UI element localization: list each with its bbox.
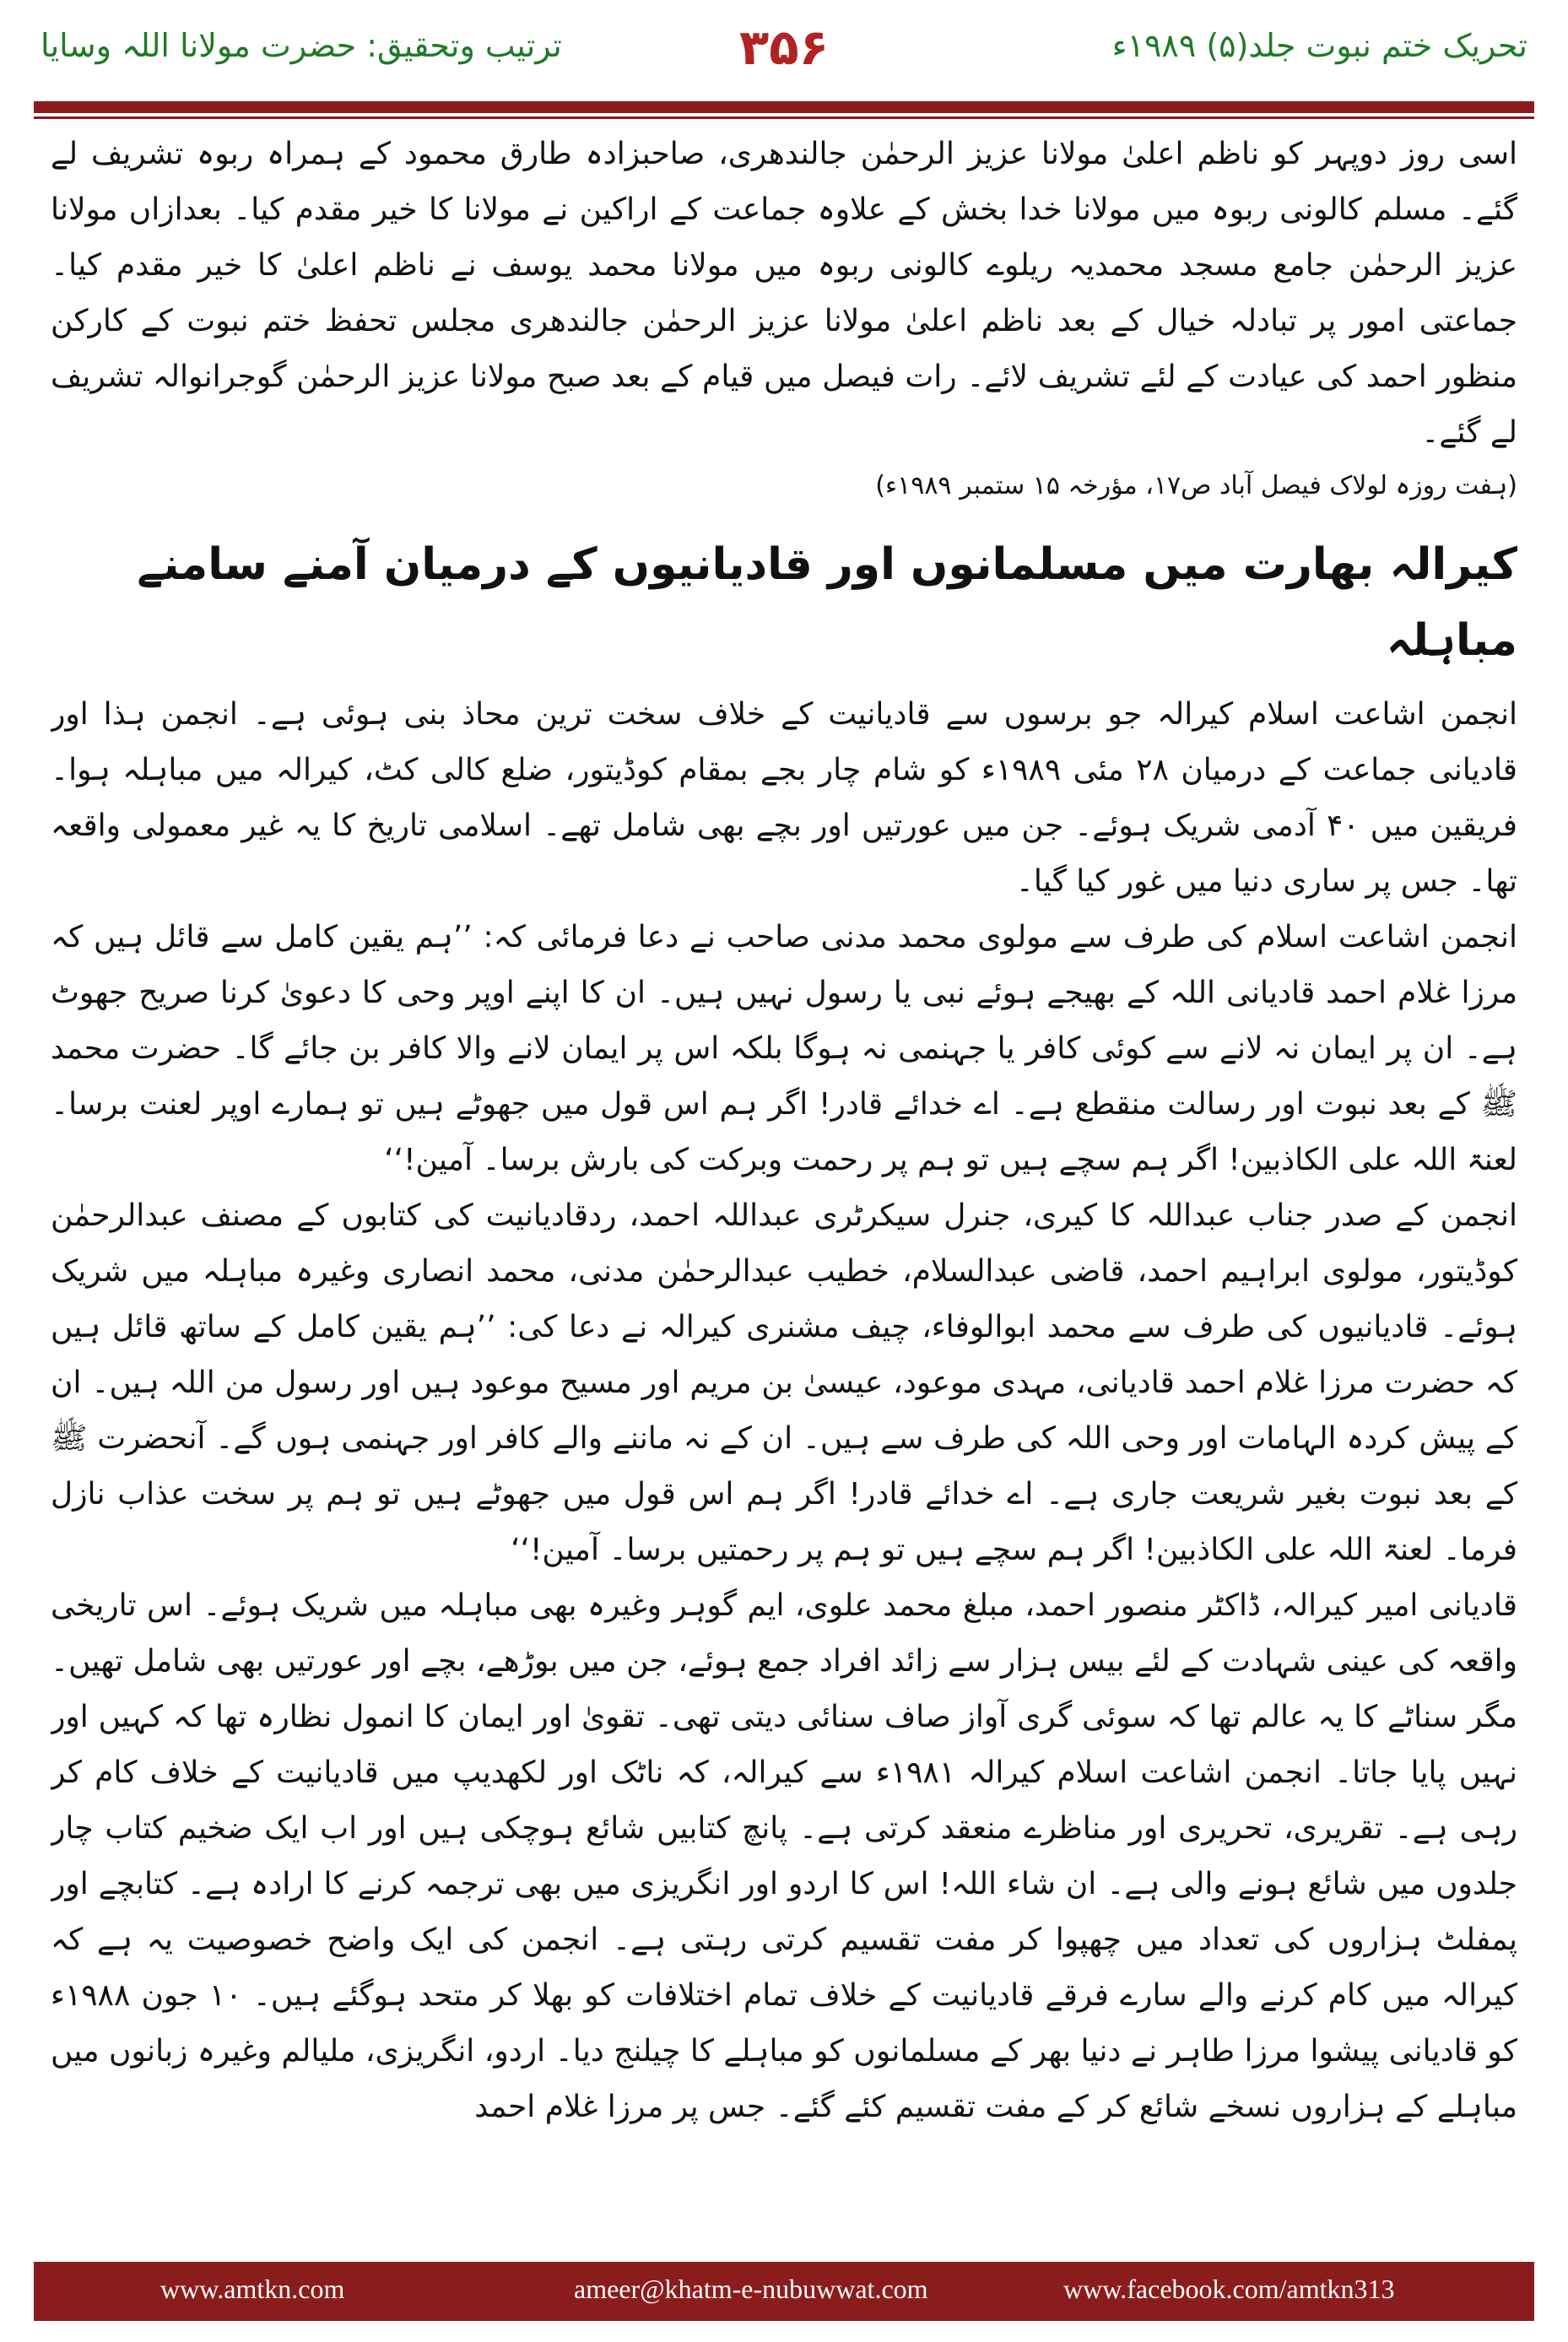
body-paragraph: انجمن اشاعت اسلام کیرالہ جو برسوں سے قادیانیت کے خلاف سخت ترین محاذ بنی ہوئی ہے۔ انجمن ہذا اور قادیانی جماعت کے درمیان ۲۸ مئی ۱۹۸۹ء کو شام چار بجے بمقام کوڈیتور، ضلع کالی کٹ، کیرالہ میں مباہلہ ہوا۔ فریقین میں ۴۰ آدمی شریک ہوئے۔ جن میں عورتیں اور بچے بھی شامل تھے۔ اسلامی تاریخ کا یہ غیر معمولی واقعہ تھا۔ جس پر ساری دنیا میں غور کیا گیا۔ xyxy=(51,697,1517,899)
body-paragraph: انجمن کے صدر جناب عبداللہ کا کیری، جنرل سیکرٹری عبداللہ احمد، ردقادیانیت کی کتابوں کے مصنف عبدالرحمٰن کوڈیتور، مولوی ابراہیم احمد، قاضی عبدالسلام، خطیب عبدالرحمٰن مدنی، محمد انصاری وغیرہ مباہلہ میں شریک ہوئے۔ قادیانیوں کی طرف سے محمد ابوالوفاء، چیف مشنری کیرالہ نے دعا کی: ’’ہم یقین کامل کے ساتھ قائل ہیں کہ حضرت مرزا غلام احمد قادیانی، مہدی موعود، عیسیٰ بن مریم اور مسیح موعود ہیں اور رسول من اللہ ہیں۔ ان کے پیش کردہ الہامات اور وحی اللہ کی طرف سے ہیں۔ ان کے نہ ماننے والے کافر اور جہنمی ہوں گے۔ آنحضرت ﷺ کے بعد نبوت بغیر شریعت جاری ہے۔ اے خدائے قادر! اگر ہم اس قول میں جھوٹے ہیں تو ہم پر سخت عذاب نازل فرما۔ لعنۃ اللہ علی الکاذبین! اگر ہم سچے ہیں تو ہم پر رحمتیں برسا۔ آمین!‘‘ xyxy=(51,1198,1517,1567)
body-paragraph: انجمن اشاعت اسلام کی طرف سے مولوی محمد مدنی صاحب نے دعا فرمائی کہ: ’’ہم یقین کامل سے قائل ہیں کہ مرزا غلام احمد قادیانی اللہ کے بھیجے ہوئے نبی یا رسول نہیں ہیں۔ ان کا اپنے اوپر وحی کا دعویٰ کرنا صریح جھوٹ ہے۔ ان پر ایمان نہ لانے سے کوئی کافر یا جہنمی نہ ہوگا بلکہ اس پر ایمان لانے والا کافر بن جائے گا۔ حضرت محمد ﷺ کے بعد نبوت اور رسالت منقطع ہے۔ اے خدائے قادر! اگر ہم اس قول میں جھوٹے ہیں تو ہمارے اوپر لعنت برسا۔ لعنۃ اللہ علی الکاذبین! اگر ہم سچے ہیں تو ہم پر رحمت وبرکت کی بارش برسا۔ آمین!‘‘ xyxy=(51,920,1517,1177)
footer-email-link[interactable]: ameer@khatm-e-nubuwwat.com xyxy=(574,2274,928,2304)
page-body xyxy=(51,127,1517,2241)
intro-paragraph: اسی روز دوپہر کو ناظم اعلیٰ مولانا عزیز الرحمٰن جالندھری، صاحبزادہ طارق محمود کے ہمراہ ربوہ تشریف لے گئے۔ مسلم کالونی ربوہ میں مولانا خدا بخش کے علاوہ جماعت کے اراکین نے مولانا کا خیر مقدم کیا۔ بعدازاں مولانا عزیز الرحمٰن جامع مسجد محمدیہ ریلوے کالونی ربوہ میں مولانا محمد یوسف نے ناظم اعلیٰ کا خیر مقدم کیا۔ جماعتی امور پر تبادلہ خیال کے بعد ناظم اعلیٰ مولانا عزیز الرحمٰن جالندھری مجلس تحفظ ختم نبوت کے کارکن منظور احمد کی عیادت کے لئے تشریف لائے۔ رات فیصل میں قیام کے بعد صبح مولانا عزیز الرحمٰن گوجرانوالہ تشریف لے گئے۔ xyxy=(51,137,1517,450)
section-heading: کیرالہ بھارت میں مسلمانوں اور قادیانیوں کے درمیان آمنے سامنے مباہلہ xyxy=(137,539,1517,666)
footer-facebook-link[interactable]: www.facebook.com/amtkn313 xyxy=(1063,2274,1395,2304)
header-rule xyxy=(34,101,1534,113)
header-compiler: ترتیب وتحقیق: حضرت مولانا اللہ وسایا xyxy=(41,27,562,64)
page-footer xyxy=(34,2262,1534,2321)
body-paragraph: قادیانی امیر کیرالہ، ڈاکٹر منصور احمد، مبلغ محمد علوی، ایم گوہر وغیرہ بھی مباہلہ میں شریک ہوئے۔ اس تاریخی واقعہ کی عینی شہادت کے لئے بیس ہزار سے زائد افراد جمع ہوئے، جن میں بوڑھے، بچے اور عورتیں بھی شامل تھیں۔ مگر سناٹے کا یہ عالم تھا کہ سوئی گری آواز صاف سنائی دیتی تھی۔ تقویٰ اور ایمان کا انمول نظارہ تھا کہ کہیں اور نہیں پایا جاتا۔ انجمن اشاعت اسلام کیرالہ ۱۹۸۱ء سے کیرالہ، کہ ناٹک اور لکھدیپ میں قادیانیت کے خلاف کام کر رہی ہے۔ تقریری، تحریری اور مناظرے منعقد کرتی ہے۔ پانچ کتابیں شائع ہوچکی ہیں اور اب ایک ضخیم کتاب چار جلدوں میں شائع ہونے والی ہے۔ ان شاء اللہ! اس کا اردو اور انگریزی میں بھی ترجمہ کرنے کا ارادہ ہے۔ کتابچے اور پمفلٹ ہزاروں کی تعداد میں چھپوا کر مفت تقسیم کرتی رہتی ہے۔ انجمن کی ایک واضح خصوصیت یہ ہے کہ کیرالہ میں کام کرنے والے سارے فرقے قادیانیت کے خلاف تمام اختلافات کو بھلا کر متحد ہوگئے ہیں۔ ۱۰ جون ۱۹۸۸ء کو قادیانی پیشوا مرزا طاہر نے دنیا بھر کے مسلمانوں کو مباہلے کا چیلنج دیا۔ اردو، انگریزی، ملیالم وغیرہ زبانوں میں مباہلے کے ہزاروں نسخے شائع کر کے مفت تقسیم کئے گئے۔ جس پر مرزا غلام احمد xyxy=(51,1588,1517,2124)
header-book-title: تحریک ختم نبوت جلد(۵) ۱۹۸۹ء xyxy=(1111,27,1527,64)
page-number: ۳۵۶ xyxy=(738,19,830,76)
footer-website-link[interactable]: www.amtkn.com xyxy=(160,2274,345,2304)
header-rule-thin xyxy=(34,116,1534,119)
source-reference: (ہفت روزہ لولاک فیصل آباد ص۱۷، مؤرخہ ۱۵ ستمبر ۱۹۸۹ء) xyxy=(875,471,1517,500)
page-header xyxy=(0,0,1568,101)
